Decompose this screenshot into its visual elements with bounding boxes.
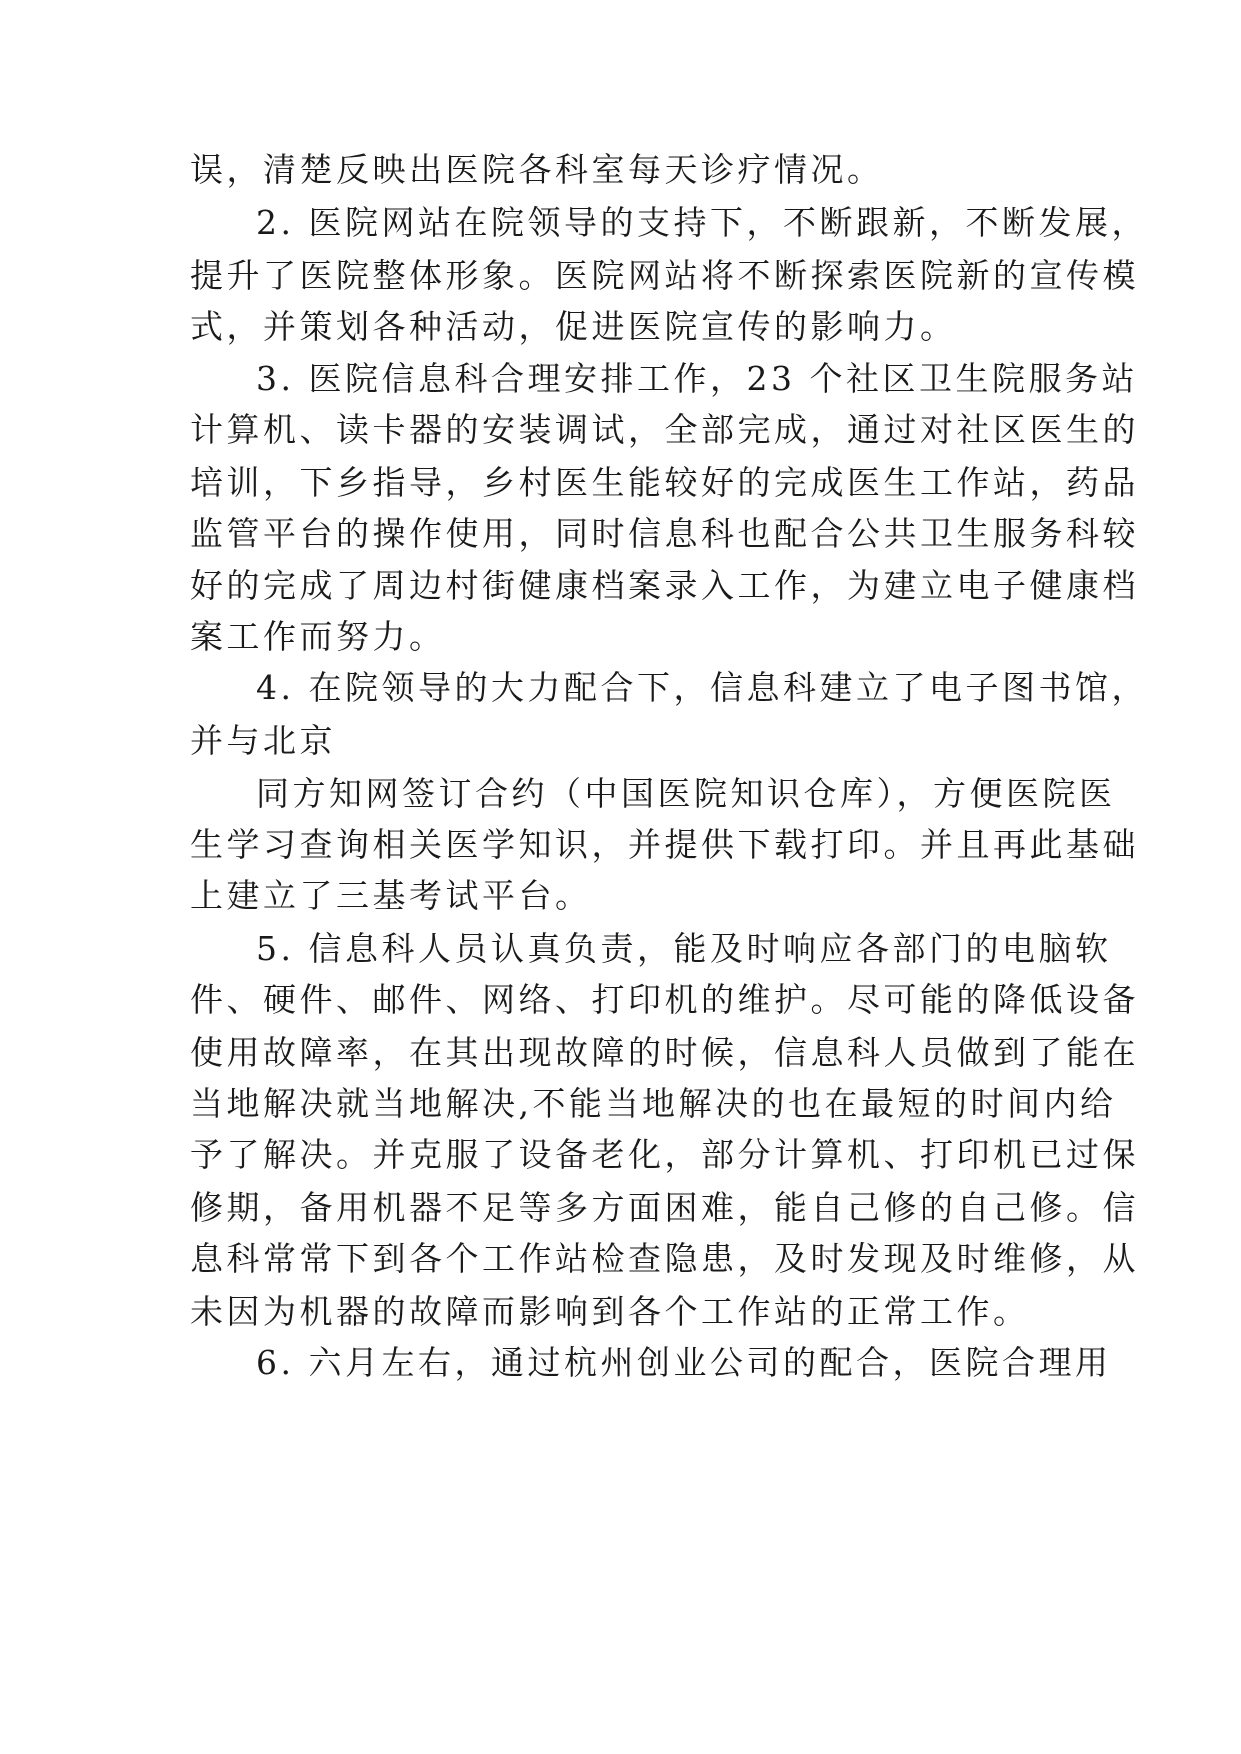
text-line: 当地解决就当地解决,不能当地解决的也在最短的时间内给 [190,1084,1117,1123]
text-line: 上建立了三基考试平台。 [190,876,592,915]
text-line: 并与北京 [190,721,336,760]
text-line: 5. 信息科人员认真负责，能及时响应各部门的电脑软 [256,929,1112,968]
text-line: 3. 医院信息科合理安排工作，23 个社区卫生院服务站 [256,359,1138,398]
text-line: 式，并策划各种活动，促进医院宣传的影响力。 [190,307,957,346]
text-line: 计算机、读卡器的安装调试，全部完成，通过对社区医生的 [190,410,1139,449]
text-line: 使用故障率，在其出现故障的时候，信息科人员做到了能在 [190,1033,1139,1072]
text-line: 提升了医院整体形象。医院网站将不断探索医院新的宣传模 [190,256,1139,295]
text-line: 监管平台的操作使用，同时信息科也配合公共卫生服务科较 [190,514,1139,553]
text-line: 予了解决。并克服了设备老化，部分计算机、打印机已过保 [190,1135,1139,1174]
text-line: 误，清楚反映出医院各科室每天诊疗情况。 [190,150,884,189]
text-line: 未因为机器的故障而影响到各个工作站的正常工作。 [190,1292,1030,1331]
text-line: 2. 医院网站在院领导的支持下，不断跟新，不断发展， [256,203,1148,242]
text-line: 息科常常下到各个工作站检查隐患，及时发现及时维修，从 [190,1239,1139,1278]
text-line: 6. 六月左右，通过杭州创业公司的配合，医院合理用 [256,1343,1112,1382]
text-line: 案工作而努力。 [190,617,446,656]
text-line: 好的完成了周边村街健康档案录入工作，为建立电子健康档 [190,566,1139,605]
text-line: 4. 在院领导的大力配合下，信息科建立了电子图书馆， [256,668,1148,707]
text-line: 件、硬件、邮件、网络、打印机的维护。尽可能的降低设备 [190,980,1139,1019]
text-line: 生学习查询相关医学知识，并提供下载打印。并且再此基础 [190,825,1139,864]
text-line: 培训，下乡指导，乡村医生能较好的完成医生工作站，药品 [190,463,1139,502]
text-line: 同方知网签订合约（中国医院知识仓库），方便医院医 [256,774,1116,813]
text-line: 修期，备用机器不足等多方面困难，能自己修的自己修。信 [190,1188,1139,1227]
